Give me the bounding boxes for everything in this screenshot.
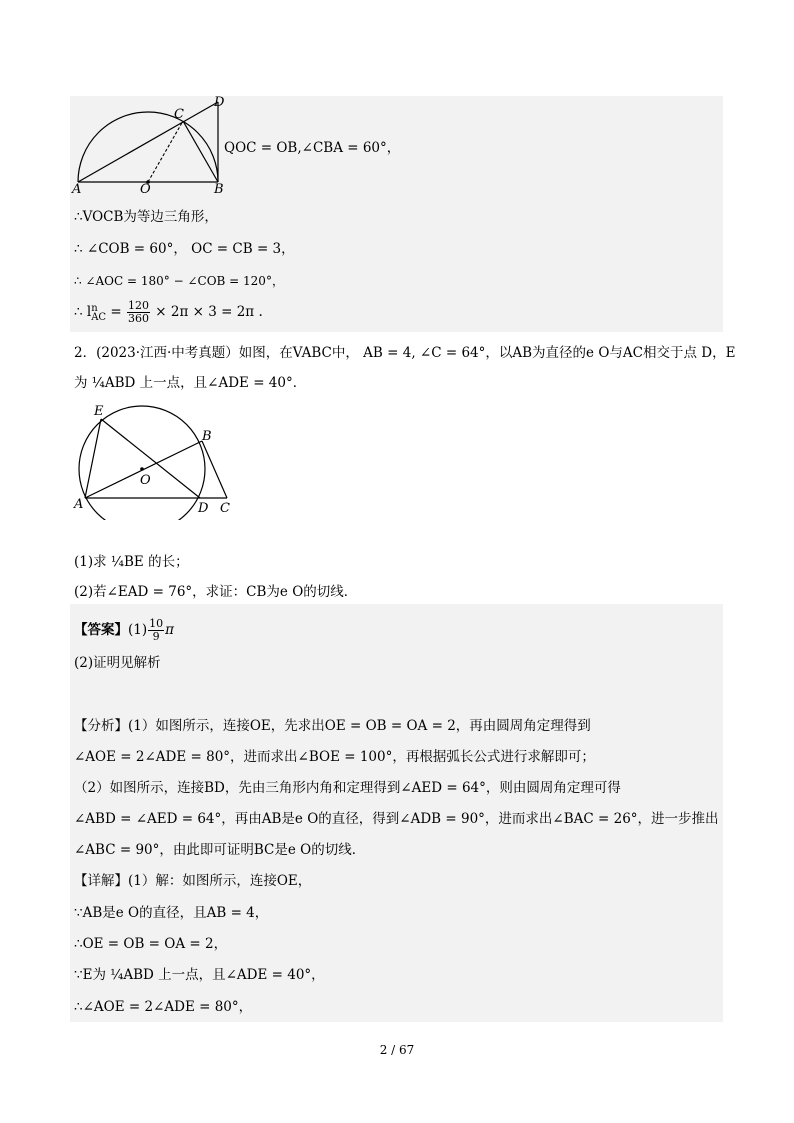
detail-line: ∴OE = OB = OA = 2， [74, 936, 228, 952]
question-1: (1)求 ¼BE 的长； [74, 554, 189, 570]
fig1-label-A: A [72, 182, 82, 196]
fig1-label-D: D [214, 96, 225, 110]
detail-line: ∵AB是e O的直径，且AB = 4， [74, 905, 269, 921]
page-number: 2 / 67 [379, 1043, 415, 1057]
fig1-label-B: B [214, 182, 224, 196]
answer-part2: (2)证明见解析 [74, 655, 161, 671]
answer-line: 【答案】(1) $\frac{10}{9}$ π [74, 617, 174, 643]
figure-circle [70, 402, 240, 520]
detail-line: 【详解】(1）解：如图所示，连接OE， [74, 873, 312, 889]
analysis-line: 【分析】(1）如图所示，连接OE，先求出OE = OB = OA = 2，再由圆周角定理得到 [74, 718, 591, 734]
detail-line: ∵E为 ¼ABD 上一点，且∠ADE = 40°， [74, 967, 325, 983]
fig2-label-A: A [74, 497, 84, 512]
given-line: QOC = OB,∠CBA = 60°， [224, 140, 401, 156]
fig2-label-E: E [94, 404, 104, 419]
fig2-label-C: C [220, 501, 230, 516]
analysis-line: （2）如图所示，连接BD，先由三角形内角和定理得到∠AED = 64°，则由圆周角定理可得 [74, 780, 621, 796]
problem-line: 2．(2023·江西·中考真题）如图，在VABC中， AB = 4, ∠C = 64°，以AB为直径的e O与AC相交于点 D，E [74, 345, 736, 361]
figure-semicircle [70, 96, 230, 196]
solution-step: ∴VOCB为等边三角形， [74, 209, 218, 225]
solution-step: ∴ ∠AOC = 180° − ∠COB = 120°， [74, 274, 284, 288]
fig2-label-D: D [198, 501, 209, 516]
fig1-label-O: O [140, 182, 151, 196]
solution-step: ∴ ∠COB = 60°， OC = CB = 3， [74, 241, 295, 257]
problem-line: 为 ¼ABD 上一点，且∠ADE = 40°． [74, 375, 307, 391]
question-2: (2)若∠EAD = 76°，求证：CB为e O的切线． [74, 584, 358, 600]
detail-line: ∴∠AOE = 2∠ADE = 80°， [74, 999, 253, 1015]
analysis-line: ∠ABC = 90°，由此即可证明BC是e O的切线． [74, 842, 366, 858]
fig1-label-C: C [174, 107, 184, 122]
fig2-label-B: B [202, 429, 212, 444]
analysis-line: ∠ABD = ∠AED = 64°，再由AB是e O的直径，得到∠ADB = 90°，进而求出∠BAC = 26°，进一步推出 [74, 811, 719, 827]
fig2-label-O: O [140, 473, 151, 488]
analysis-line: ∠AOE = 2∠ADE = 80°，进而求出∠BOE = 100°，再根据弧长公式进行求解即可； [74, 749, 595, 765]
arc-length-formula: ∴ l n AC = $\frac{120}{360}$ × 2π × 3 = 2π . [74, 299, 263, 325]
